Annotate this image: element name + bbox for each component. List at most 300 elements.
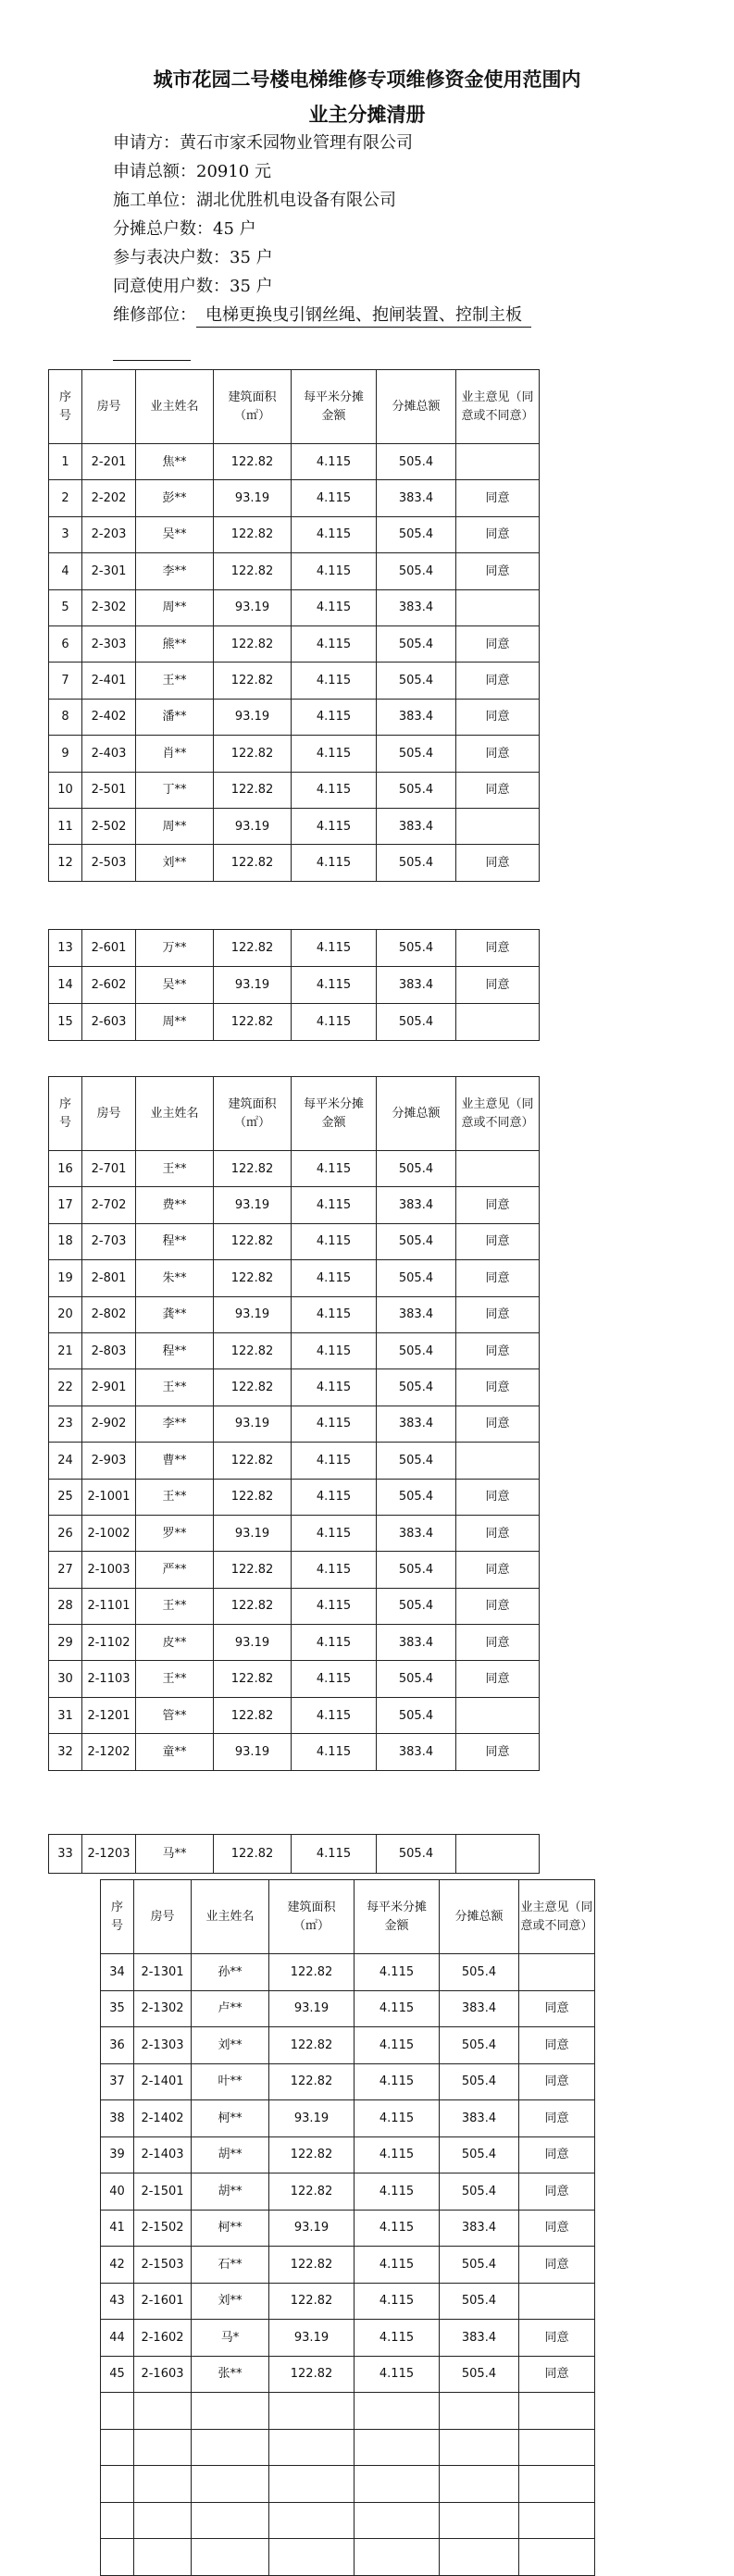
cell-total: 383.4 [377, 1296, 456, 1332]
cell-seq: 21 [49, 1332, 82, 1368]
cell-seq: 8 [49, 699, 82, 735]
cell-opinion: 同意 [456, 1515, 540, 1551]
cell-unit: 4.115 [292, 930, 377, 967]
cell-room: 2-301 [82, 553, 136, 589]
cell-opinion: 同意 [456, 1734, 540, 1770]
cell-owner: 王** [136, 1369, 214, 1406]
cell-total: 505.4 [377, 1835, 456, 1874]
cell-area: 93.19 [214, 1734, 292, 1770]
cell-area: 122.82 [214, 772, 292, 808]
cell-opinion [456, 808, 540, 844]
header-room: 房号 [82, 370, 136, 444]
cell-unit: 4.115 [355, 2100, 440, 2137]
table-row [49, 845, 540, 881]
cell-area: 122.82 [269, 2027, 355, 2064]
cell-unit: 4.115 [292, 589, 377, 625]
empty-cell [101, 2429, 134, 2466]
cell-area: 122.82 [269, 2136, 355, 2174]
empty-cell [440, 2429, 519, 2466]
cell-area: 122.82 [269, 2247, 355, 2284]
cell-total: 505.4 [377, 1369, 456, 1406]
empty-cell [440, 2466, 519, 2503]
cell-room: 2-601 [82, 930, 136, 967]
table-row [49, 699, 540, 735]
cell-unit: 4.115 [292, 1260, 377, 1296]
cell-room: 2-1002 [82, 1515, 136, 1551]
cell-unit: 4.115 [292, 1835, 377, 1874]
cell-opinion: 同意 [456, 516, 540, 552]
header-unit: 每平米分摊 金额 [292, 1077, 377, 1151]
cell-unit: 4.115 [292, 1443, 377, 1479]
cell-opinion: 同意 [519, 2063, 595, 2100]
cell-room: 2-801 [82, 1260, 136, 1296]
cell-opinion [456, 1443, 540, 1479]
cell-total: 383.4 [377, 589, 456, 625]
households-line: 分摊总户数：45 户 [113, 219, 256, 239]
cell-owner: 王** [136, 1151, 214, 1187]
cell-room: 2-602 [82, 967, 136, 1004]
empty-cell [269, 2429, 355, 2466]
cell-opinion: 同意 [456, 625, 540, 662]
cell-owner: 万** [136, 930, 214, 967]
cell-opinion: 同意 [519, 2320, 595, 2357]
cell-area: 93.19 [269, 2100, 355, 2137]
cell-area: 122.82 [269, 2356, 355, 2393]
cell-unit: 4.115 [355, 2027, 440, 2064]
voters-line: 参与表决户数：35 户 [113, 248, 273, 267]
table-header-row [49, 1077, 540, 1151]
empty-cell [519, 2466, 595, 2503]
table-row [49, 808, 540, 844]
cell-seq: 22 [49, 1369, 82, 1406]
cell-total: 505.4 [440, 2174, 519, 2211]
cell-owner: 龚** [136, 1296, 214, 1332]
cell-unit: 4.115 [292, 1223, 377, 1259]
cell-total: 505.4 [440, 2063, 519, 2100]
header-opinion: 业主意见（同 意或不同意） [456, 1077, 540, 1151]
table-row [49, 1223, 540, 1259]
cell-owner: 王** [136, 1479, 214, 1515]
allocation-table-5 [100, 1879, 595, 2576]
cell-total: 505.4 [377, 1004, 456, 1041]
cell-opinion: 同意 [519, 2174, 595, 2211]
cell-room: 2-1302 [134, 1990, 192, 2027]
cell-opinion: 同意 [456, 1260, 540, 1296]
cell-total: 505.4 [377, 1697, 456, 1733]
cell-total: 505.4 [377, 736, 456, 772]
cell-room: 2-1402 [134, 2100, 192, 2137]
table-row [49, 1697, 540, 1733]
cell-area: 93.19 [214, 589, 292, 625]
contractor-line: 施工单位：湖北优胜机电设备有限公司 [113, 191, 396, 210]
empty-cell [101, 2502, 134, 2539]
cell-area: 122.82 [214, 1004, 292, 1041]
cell-seq: 2 [49, 480, 82, 516]
table-row [49, 1835, 540, 1874]
cell-total: 505.4 [377, 845, 456, 881]
cell-room: 2-1103 [82, 1661, 136, 1697]
cell-area: 122.82 [214, 516, 292, 552]
cell-area: 122.82 [214, 1479, 292, 1515]
cell-total: 383.4 [377, 699, 456, 735]
header-owner: 业主姓名 [192, 1880, 269, 1954]
cell-opinion [456, 1004, 540, 1041]
table-row [49, 1515, 540, 1551]
table-row [101, 2100, 595, 2137]
cell-room: 2-201 [82, 444, 136, 480]
header-owner: 业主姓名 [136, 370, 214, 444]
empty-cell [440, 2502, 519, 2539]
cell-area: 122.82 [214, 663, 292, 699]
cell-area: 122.82 [214, 1151, 292, 1187]
table-row [49, 1661, 540, 1697]
empty-row [101, 2466, 595, 2503]
cell-seq: 3 [49, 516, 82, 552]
cell-opinion: 同意 [519, 2247, 595, 2284]
cell-opinion: 同意 [456, 772, 540, 808]
table-row [49, 1151, 540, 1187]
cell-unit: 4.115 [292, 1661, 377, 1697]
cell-owner: 王** [136, 663, 214, 699]
cell-owner: 李** [136, 553, 214, 589]
empty-cell [134, 2502, 192, 2539]
cell-total: 505.4 [377, 930, 456, 967]
cell-area: 122.82 [214, 1443, 292, 1479]
table-row [49, 1625, 540, 1661]
table-row [49, 480, 540, 516]
cell-opinion: 同意 [456, 1661, 540, 1697]
cell-unit: 4.115 [292, 625, 377, 662]
cell-unit: 4.115 [292, 516, 377, 552]
cell-opinion [456, 1151, 540, 1187]
cell-room: 2-803 [82, 1332, 136, 1368]
header-total: 分摊总额 [377, 1077, 456, 1151]
cell-unit: 4.115 [292, 1004, 377, 1041]
table-row [49, 1443, 540, 1479]
cell-room: 2-1601 [134, 2283, 192, 2320]
cell-seq: 13 [49, 930, 82, 967]
cell-owner: 童** [136, 1734, 214, 1770]
table-row [101, 2247, 595, 2284]
cell-room: 2-401 [82, 663, 136, 699]
table-row [101, 2174, 595, 2211]
cell-total: 383.4 [440, 2320, 519, 2357]
cell-opinion: 同意 [456, 845, 540, 881]
cell-owner: 叶** [192, 2063, 269, 2100]
cell-owner: 熊** [136, 625, 214, 662]
header-area: 建筑面积 （㎡） [269, 1880, 355, 1954]
cell-owner: 吴** [136, 967, 214, 1004]
table-row [49, 1260, 540, 1296]
cell-unit: 4.115 [292, 1697, 377, 1733]
cell-opinion [519, 2283, 595, 2320]
empty-cell [134, 2429, 192, 2466]
cell-owner: 李** [136, 1406, 214, 1442]
document-subtitle: 业主分摊清册 [308, 103, 426, 126]
allocation-table-3 [48, 1076, 540, 1771]
cell-area: 93.19 [214, 967, 292, 1004]
cell-seq: 20 [49, 1296, 82, 1332]
cell-unit: 4.115 [292, 1625, 377, 1661]
empty-cell [192, 2393, 269, 2430]
header-total: 分摊总额 [440, 1880, 519, 1954]
repair-scope-line [113, 304, 531, 328]
cell-unit: 4.115 [292, 444, 377, 480]
cell-area: 122.82 [214, 1369, 292, 1406]
empty-cell [269, 2393, 355, 2430]
cell-total: 505.4 [440, 2283, 519, 2320]
table-row [49, 1187, 540, 1223]
table-row [49, 736, 540, 772]
cell-seq: 16 [49, 1151, 82, 1187]
cell-total: 383.4 [440, 2210, 519, 2247]
cell-opinion: 同意 [456, 1223, 540, 1259]
cell-area: 122.82 [214, 625, 292, 662]
cell-owner: 卢** [192, 1990, 269, 2027]
cell-unit: 4.115 [292, 1369, 377, 1406]
cell-unit: 4.115 [292, 480, 377, 516]
cell-owner: 吴** [136, 516, 214, 552]
cell-total: 505.4 [377, 1552, 456, 1588]
cell-opinion: 同意 [456, 1187, 540, 1223]
empty-cell [519, 2539, 595, 2576]
cell-unit: 4.115 [292, 1187, 377, 1223]
cell-room: 2-1202 [82, 1734, 136, 1770]
empty-cell [355, 2429, 440, 2466]
cell-unit: 4.115 [292, 808, 377, 844]
empty-row [101, 2429, 595, 2466]
cell-room: 2-403 [82, 736, 136, 772]
empty-cell [269, 2466, 355, 2503]
cell-opinion: 同意 [456, 480, 540, 516]
table-row [49, 1734, 540, 1770]
cell-unit: 4.115 [292, 1734, 377, 1770]
cell-total: 505.4 [377, 444, 456, 480]
cell-area: 122.82 [214, 553, 292, 589]
cell-room: 2-1603 [134, 2356, 192, 2393]
cell-unit: 4.115 [292, 1151, 377, 1187]
table-row [101, 2136, 595, 2174]
cell-room: 2-202 [82, 480, 136, 516]
cell-seq: 23 [49, 1406, 82, 1442]
cell-area: 93.19 [269, 1990, 355, 2027]
cell-owner: 曹** [136, 1443, 214, 1479]
cell-owner: 周** [136, 808, 214, 844]
header-area: 建筑面积 （㎡） [214, 1077, 292, 1151]
cell-room: 2-1101 [82, 1588, 136, 1624]
cell-owner: 柯** [192, 2100, 269, 2137]
empty-cell [355, 2539, 440, 2576]
cell-room: 2-703 [82, 1223, 136, 1259]
cell-room: 2-1401 [134, 2063, 192, 2100]
cell-unit: 4.115 [355, 2063, 440, 2100]
table-row [49, 625, 540, 662]
cell-area: 122.82 [214, 1332, 292, 1368]
document-title: 城市花园二号楼电梯维修专项维修资金使用范围内 [153, 68, 581, 91]
empty-cell [134, 2393, 192, 2430]
cell-total: 505.4 [377, 1588, 456, 1624]
allocation-table-4 [48, 1834, 540, 1874]
cell-area: 122.82 [214, 1260, 292, 1296]
cell-opinion [456, 444, 540, 480]
cell-opinion: 同意 [456, 967, 540, 1004]
cell-area: 122.82 [214, 1835, 292, 1874]
cell-total: 383.4 [377, 480, 456, 516]
table-row [101, 1990, 595, 2027]
table-row [101, 2320, 595, 2357]
cell-owner: 马** [136, 1835, 214, 1874]
table-row [49, 1004, 540, 1041]
cell-seq: 33 [49, 1835, 82, 1874]
cell-seq: 11 [49, 808, 82, 844]
cell-opinion: 同意 [519, 2100, 595, 2137]
table-row [49, 1479, 540, 1515]
cell-area: 122.82 [269, 2283, 355, 2320]
table-row [101, 2063, 595, 2100]
cell-seq: 12 [49, 845, 82, 881]
cell-owner: 程** [136, 1332, 214, 1368]
cell-owner: 孙** [192, 1954, 269, 1991]
table-header-row [101, 1880, 595, 1954]
cell-total: 505.4 [377, 553, 456, 589]
header-unit: 每平米分摊 金额 [292, 370, 377, 444]
header-seq: 序 号 [101, 1880, 134, 1954]
cell-unit: 4.115 [292, 1406, 377, 1442]
cell-owner: 刘** [192, 2027, 269, 2064]
cell-opinion: 同意 [456, 699, 540, 735]
applicant-line: 申请方：黄石市家禾园物业管理有限公司 [113, 133, 413, 153]
empty-cell [269, 2502, 355, 2539]
cell-seq: 5 [49, 589, 82, 625]
cell-total: 383.4 [440, 1990, 519, 2027]
cell-room: 2-1301 [134, 1954, 192, 1991]
cell-seq: 9 [49, 736, 82, 772]
cell-total: 505.4 [377, 663, 456, 699]
divider [113, 360, 191, 361]
cell-seq: 40 [101, 2174, 134, 2211]
cell-total: 505.4 [440, 1954, 519, 1991]
cell-opinion: 同意 [456, 663, 540, 699]
cell-unit: 4.115 [355, 2283, 440, 2320]
header-seq: 序 号 [49, 370, 82, 444]
cell-seq: 1 [49, 444, 82, 480]
empty-cell [355, 2393, 440, 2430]
cell-room: 2-1602 [134, 2320, 192, 2357]
cell-total: 505.4 [377, 516, 456, 552]
cell-area: 122.82 [269, 2063, 355, 2100]
cell-opinion: 同意 [456, 1296, 540, 1332]
cell-opinion: 同意 [519, 2136, 595, 2174]
empty-cell [519, 2429, 595, 2466]
cell-room: 2-303 [82, 625, 136, 662]
cell-owner: 周** [136, 589, 214, 625]
cell-total: 505.4 [377, 1661, 456, 1697]
cell-owner: 柯** [192, 2210, 269, 2247]
cell-owner: 周** [136, 1004, 214, 1041]
cell-total: 505.4 [377, 1151, 456, 1187]
cell-room: 2-1203 [82, 1835, 136, 1874]
cell-total: 505.4 [377, 1223, 456, 1259]
empty-cell [192, 2466, 269, 2503]
cell-room: 2-1201 [82, 1697, 136, 1733]
cell-unit: 4.115 [292, 1552, 377, 1588]
cell-owner: 王** [136, 1588, 214, 1624]
cell-area: 122.82 [214, 1223, 292, 1259]
table-row [49, 553, 540, 589]
cell-seq: 24 [49, 1443, 82, 1479]
cell-room: 2-502 [82, 808, 136, 844]
cell-opinion: 同意 [456, 1588, 540, 1624]
cell-unit: 4.115 [292, 772, 377, 808]
cell-area: 93.19 [269, 2320, 355, 2357]
cell-room: 2-901 [82, 1369, 136, 1406]
cell-seq: 39 [101, 2136, 134, 2174]
cell-area: 122.82 [214, 444, 292, 480]
table-row [101, 2283, 595, 2320]
cell-owner: 王** [136, 1661, 214, 1697]
cell-opinion: 同意 [456, 553, 540, 589]
cell-opinion: 同意 [456, 1479, 540, 1515]
cell-room: 2-1501 [134, 2174, 192, 2211]
table-row [49, 1406, 540, 1442]
cell-seq: 14 [49, 967, 82, 1004]
header-unit: 每平米分摊 金额 [355, 1880, 440, 1954]
cell-unit: 4.115 [355, 1990, 440, 2027]
total-amount-line: 申请总额：20910 元 [113, 162, 271, 181]
allocation-table-1 [48, 369, 540, 882]
table-row [49, 1332, 540, 1368]
cell-seq: 34 [101, 1954, 134, 1991]
cell-room: 2-402 [82, 699, 136, 735]
empty-row [101, 2539, 595, 2576]
empty-cell [519, 2393, 595, 2430]
table-row [49, 516, 540, 552]
cell-owner: 费** [136, 1187, 214, 1223]
cell-total: 383.4 [377, 1734, 456, 1770]
cell-unit: 4.115 [292, 967, 377, 1004]
cell-room: 2-501 [82, 772, 136, 808]
cell-seq: 25 [49, 1479, 82, 1515]
cell-seq: 15 [49, 1004, 82, 1041]
cell-seq: 42 [101, 2247, 134, 2284]
cell-seq: 45 [101, 2356, 134, 2393]
repair-scope-value: 电梯更换曳引钢丝绳、抱闸装置、控制主板 [196, 304, 531, 328]
cell-seq: 10 [49, 772, 82, 808]
repair-scope-label: 维修部位： [113, 305, 196, 325]
cell-area: 122.82 [214, 1552, 292, 1588]
table-row [49, 589, 540, 625]
cell-owner: 张** [192, 2356, 269, 2393]
cell-area: 93.19 [269, 2210, 355, 2247]
table-row [101, 2027, 595, 2064]
empty-cell [355, 2466, 440, 2503]
cell-area: 122.82 [214, 1588, 292, 1624]
cell-unit: 4.115 [355, 2247, 440, 2284]
cell-owner: 罗** [136, 1515, 214, 1551]
empty-cell [269, 2539, 355, 2576]
cell-seq: 30 [49, 1661, 82, 1697]
empty-cell [101, 2539, 134, 2576]
cell-area: 93.19 [214, 808, 292, 844]
cell-owner: 刘** [192, 2283, 269, 2320]
cell-unit: 4.115 [355, 2174, 440, 2211]
cell-room: 2-1102 [82, 1625, 136, 1661]
cell-total: 505.4 [377, 1443, 456, 1479]
empty-cell [355, 2502, 440, 2539]
cell-seq: 41 [101, 2210, 134, 2247]
cell-total: 383.4 [377, 1406, 456, 1442]
cell-owner: 程** [136, 1223, 214, 1259]
